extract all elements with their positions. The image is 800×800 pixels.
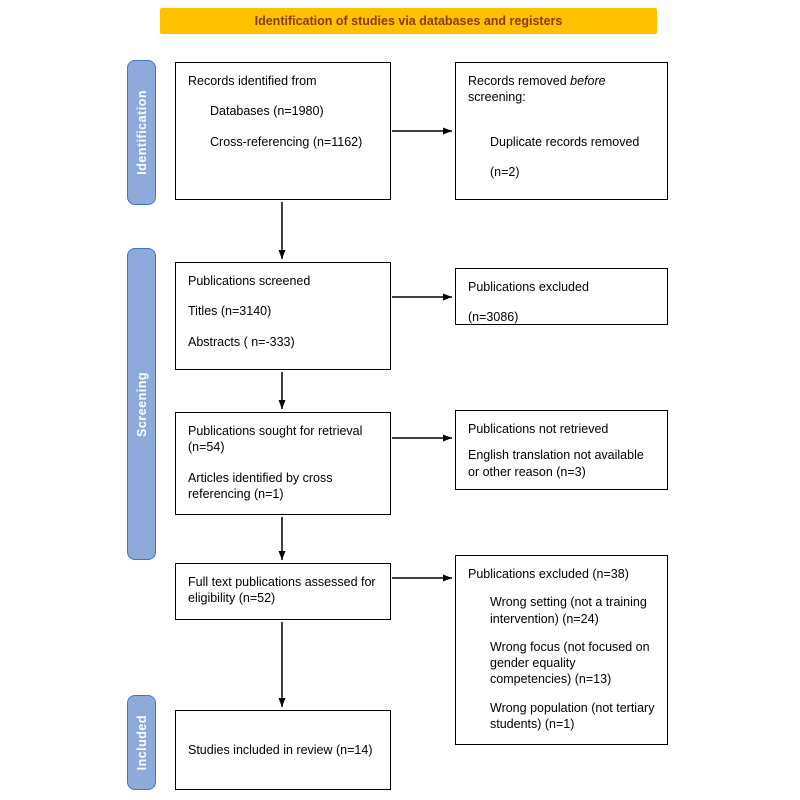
records-removed-title-suffix: screening: xyxy=(468,90,526,105)
box-records-identified xyxy=(175,62,391,200)
records-identified-title: Records identified from xyxy=(188,74,317,88)
publications-screened-titles: Titles (n=3140) xyxy=(188,304,272,319)
records-identified-databases: Databases (n=1980) xyxy=(210,104,324,119)
box-publications-excluded xyxy=(455,268,668,325)
box-records-removed xyxy=(455,62,668,200)
box-sought-for-retrieval xyxy=(175,412,391,515)
records-removed-title xyxy=(468,73,655,106)
records-removed-count: (n=2) xyxy=(490,164,520,179)
excluded-reason-focus: Wrong focus (not focused on gender equality competencies) (n=13) xyxy=(490,639,650,687)
records-identified-crossref: Cross-referencing (n=1162) xyxy=(210,134,363,149)
stage-identification xyxy=(127,60,156,205)
records-removed-duplicates: Duplicate records removed xyxy=(490,134,640,149)
included-review-line: Studies included in review (n=14) xyxy=(188,742,373,757)
fulltext-assessed-line: Full text publications assessed for eligibility (n=52) xyxy=(188,575,376,606)
stage-included xyxy=(127,695,156,790)
publications-screened-title: Publications screened xyxy=(188,274,311,288)
publications-excluded-count: (n=3086) xyxy=(468,310,519,325)
not-retrieved-reason: English translation not available or other reason (n=3) xyxy=(468,448,644,479)
stage-screening-label: Screening xyxy=(134,371,149,437)
box-included-review xyxy=(175,710,391,790)
box-fulltext-assessed xyxy=(175,563,391,620)
banner-title: Identification of studies via databases and registers xyxy=(160,8,657,34)
stage-screening xyxy=(127,248,156,560)
publications-screened-abstracts: Abstracts ( n=-333) xyxy=(188,334,295,349)
excluded-reasons-title: Publications excluded (n=38) xyxy=(468,567,629,581)
not-retrieved-title: Publications not retrieved xyxy=(468,422,609,436)
records-removed-title-prefix: Records removed xyxy=(468,74,571,88)
box-publications-screened xyxy=(175,262,391,370)
box-excluded-reasons xyxy=(455,555,668,745)
box-not-retrieved xyxy=(455,410,668,490)
publications-excluded-title: Publications excluded xyxy=(468,280,589,294)
stage-included-label: Included xyxy=(134,714,149,771)
excluded-reason-population: Wrong population (not tertiary students) (n=1) xyxy=(490,700,655,731)
excluded-reason-setting: Wrong setting (not a training intervention) (n=24) xyxy=(490,595,647,626)
sought-for-retrieval-line: Publications sought for retrieval (n=54) xyxy=(188,424,363,455)
stage-identification-label: Identification xyxy=(134,90,149,175)
records-removed-title-italic: before xyxy=(570,74,606,88)
sought-crossref-line: Articles identified by cross referencing (n=1) xyxy=(188,470,333,501)
